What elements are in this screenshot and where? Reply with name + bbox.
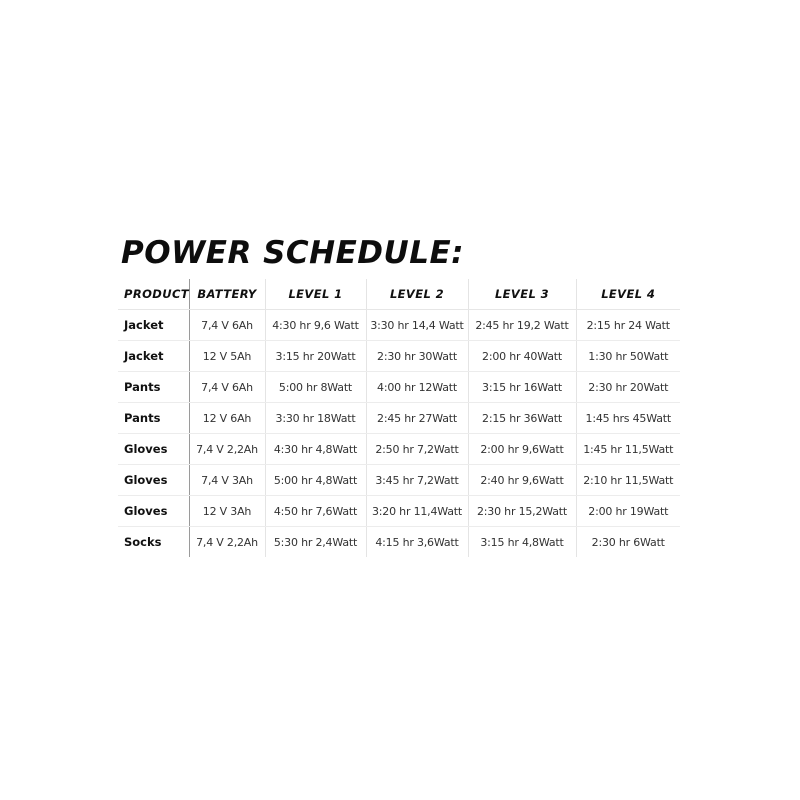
cell-level-2: 2:30 hr 30Watt (366, 341, 468, 372)
cell-level-1: 4:30 hr 9,6 Watt (265, 310, 366, 341)
cell-level-2: 2:45 hr 27Watt (366, 403, 468, 434)
cell-level-1: 3:30 hr 18Watt (265, 403, 366, 434)
cell-level-4: 1:30 hr 50Watt (576, 341, 680, 372)
cell-level-2: 3:20 hr 11,4Watt (366, 496, 468, 527)
cell-level-3: 2:15 hr 36Watt (468, 403, 576, 434)
column-header-level-1: LEVEL 1 (265, 279, 366, 310)
table-row (118, 372, 680, 403)
column-header-level-2: LEVEL 2 (366, 279, 468, 310)
table-row (118, 465, 680, 496)
cell-level-3: 2:00 hr 40Watt (468, 341, 576, 372)
cell-level-1: 5:00 hr 4,8Watt (265, 465, 366, 496)
table-header-row (118, 279, 680, 310)
cell-level-2: 3:30 hr 14,4 Watt (366, 310, 468, 341)
cell-level-3: 2:00 hr 9,6Watt (468, 434, 576, 465)
cell-battery: 12 V 3Ah (189, 496, 265, 527)
cell-product: Gloves (118, 434, 189, 465)
page-title: POWER SCHEDULE: (121, 235, 465, 271)
cell-level-3: 2:40 hr 9,6Watt (468, 465, 576, 496)
cell-product: Jacket (118, 310, 189, 341)
cell-level-4: 1:45 hrs 45Watt (576, 403, 680, 434)
cell-product: Jacket (118, 341, 189, 372)
cell-battery: 7,4 V 2,2Ah (189, 434, 265, 465)
column-header-level-4: LEVEL 4 (576, 279, 680, 310)
table-row (118, 434, 680, 465)
table-row (118, 310, 680, 341)
cell-level-1: 3:15 hr 20Watt (265, 341, 366, 372)
power-schedule-table (118, 279, 680, 557)
column-header-battery: BATTERY (189, 279, 265, 310)
cell-battery: 7,4 V 3Ah (189, 465, 265, 496)
cell-product: Gloves (118, 496, 189, 527)
cell-level-2: 2:50 hr 7,2Watt (366, 434, 468, 465)
cell-level-1: 4:30 hr 4,8Watt (265, 434, 366, 465)
cell-level-2: 4:00 hr 12Watt (366, 372, 468, 403)
cell-product: Gloves (118, 465, 189, 496)
column-header-level-3: LEVEL 3 (468, 279, 576, 310)
cell-product: Socks (124, 535, 162, 549)
cell-battery: 12 V 5Ah (189, 341, 265, 372)
column-header-product: PRODUCT (118, 279, 189, 310)
table-row (118, 527, 680, 558)
cell-level-1: 4:50 hr 7,6Watt (265, 496, 366, 527)
cell-level-2: 3:45 hr 7,2Watt (366, 465, 468, 496)
table-row (118, 403, 680, 434)
cell-battery: 7,4 V 6Ah (189, 372, 265, 403)
cell-level-4: 2:30 hr 20Watt (576, 372, 680, 403)
cell-level-3: 3:15 hr 16Watt (468, 372, 576, 403)
cell-level-4: 2:00 hr 19Watt (576, 496, 680, 527)
cell-level-4: 2:30 hr 6Watt (576, 527, 680, 558)
cell-level-3: 3:15 hr 4,8Watt (468, 527, 576, 558)
table-row (118, 341, 680, 372)
cell-battery: 7,4 V 6Ah (189, 310, 265, 341)
table-row (118, 496, 680, 527)
cell-level-3: 2:45 hr 19,2 Watt (468, 310, 576, 341)
cell-battery: 7,4 V 2,2Ah (189, 527, 265, 558)
cell-level-1: 5:30 hr 2,4Watt (265, 527, 366, 558)
cell-level-4: 1:45 hr 11,5Watt (576, 434, 680, 465)
cell-product: Pants (118, 403, 189, 434)
cell-product: Pants (118, 372, 189, 403)
cell-level-1: 5:00 hr 8Watt (265, 372, 366, 403)
cell-level-3: 2:30 hr 15,2Watt (468, 496, 576, 527)
cell-level-4: 2:15 hr 24 Watt (576, 310, 680, 341)
cell-level-4: 2:10 hr 11,5Watt (576, 465, 680, 496)
cell-battery: 12 V 6Ah (189, 403, 265, 434)
cell-level-2: 4:15 hr 3,6Watt (366, 527, 468, 558)
